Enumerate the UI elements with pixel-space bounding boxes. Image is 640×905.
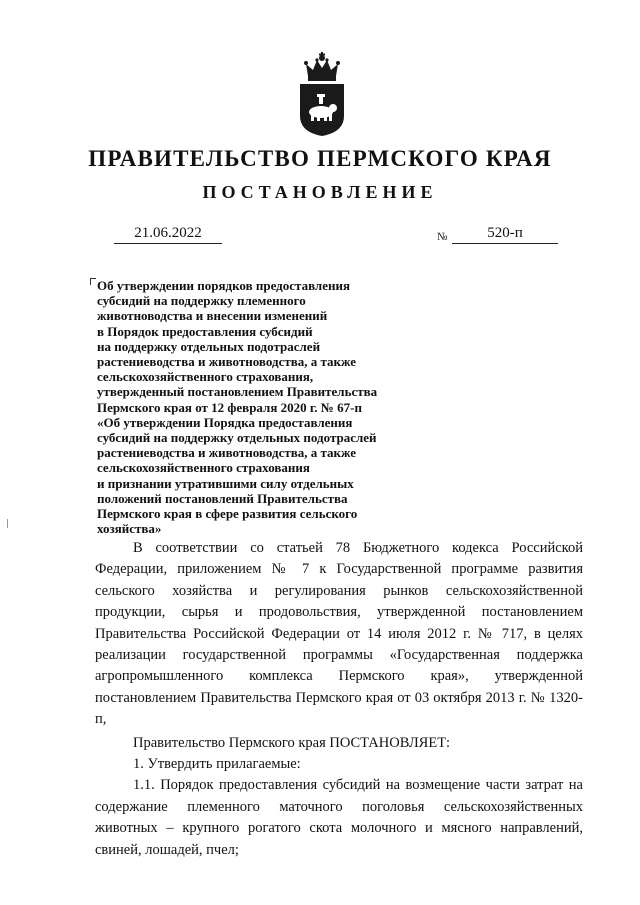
subject-line: сельскохозяйственного страхования: [97, 460, 310, 476]
document-body: [95, 538, 583, 861]
subject-line: в Порядок предоставления субсидий: [97, 323, 313, 339]
subject-line: и признании утратившими силу отдельных: [97, 475, 354, 491]
subject-line: Пермского края от 12 февраля 2020 г. № 67-п: [97, 399, 362, 415]
subject-line: хозяйства»: [97, 521, 162, 537]
subject-line: растениеводства и животноводства, а также: [97, 445, 357, 461]
subject-line: животноводства и внесении изменений: [97, 308, 328, 324]
document-type: ПОСТАНОВЛЕНИЕ: [202, 182, 438, 202]
subject-line: растениеводства и животноводства, а также: [97, 354, 357, 370]
subject-line: сельскохозяйственного страхования,: [97, 369, 314, 385]
subject-line: «Об утверждении Порядка предоставления: [97, 414, 353, 430]
document-number: 520-п: [452, 225, 558, 244]
subject-line: Об утверждении порядков предоставления: [97, 278, 350, 293]
subject-line: субсидий на поддержку отдельных подотраслей: [97, 430, 377, 446]
subject-line: Пермского края в сфере развития сельского: [97, 506, 358, 522]
document-date: 21.06.2022: [114, 225, 222, 244]
subject-line: положений постановлений Правительства: [97, 490, 348, 506]
document-subject: [97, 278, 427, 536]
subject-corner-mark: [90, 278, 96, 285]
subject-line: утвержденный постановлением Правительства: [97, 384, 378, 400]
resolves-paragraph: Правительство Пермского края ПОСТАНОВЛЯЕТ:: [133, 734, 451, 751]
item-1-paragraph: 1. Утвердить прилагаемые:: [133, 756, 301, 773]
number-prefix: №: [437, 231, 448, 243]
subject-line: на поддержку отдельных подотраслей: [97, 338, 321, 354]
perm-krai-coat-of-arms-icon: [296, 52, 348, 136]
margin-mark: [7, 519, 8, 528]
preamble-paragraph: В соответствии со статьей 78 Бюджетного кодекса Российской Федерации, приложением № 7 к Государственной программе развития сельского хозяйства и регулирования рынков сельскохозяйственной продукции, сырья и продовольствия, утвержденной постановлением Правительства Российской Федерации от 14 июля 2012 г. № 717, в целях реализации государственной программы «Государственная поддержка агропромышленного комплекса Пермского края», утвержденной постановлением Правительства Пермского края от 03 октября 2013 г. № 1320-п,: [95, 540, 583, 728]
organization-title: ПРАВИТЕЛЬСТВО ПЕРМСКОГО КРАЯ: [88, 146, 552, 171]
item-1-1-paragraph: 1.1. Порядок предоставления субсидий на возмещение части затрат на содержание племенного маточного поголовья сельскохозяйственных животных – крупного рогатого скота молочного и мясного направлений, свиней, лошадей, пчел;: [95, 777, 583, 858]
subject-line: субсидий на поддержку племенного: [97, 293, 306, 309]
